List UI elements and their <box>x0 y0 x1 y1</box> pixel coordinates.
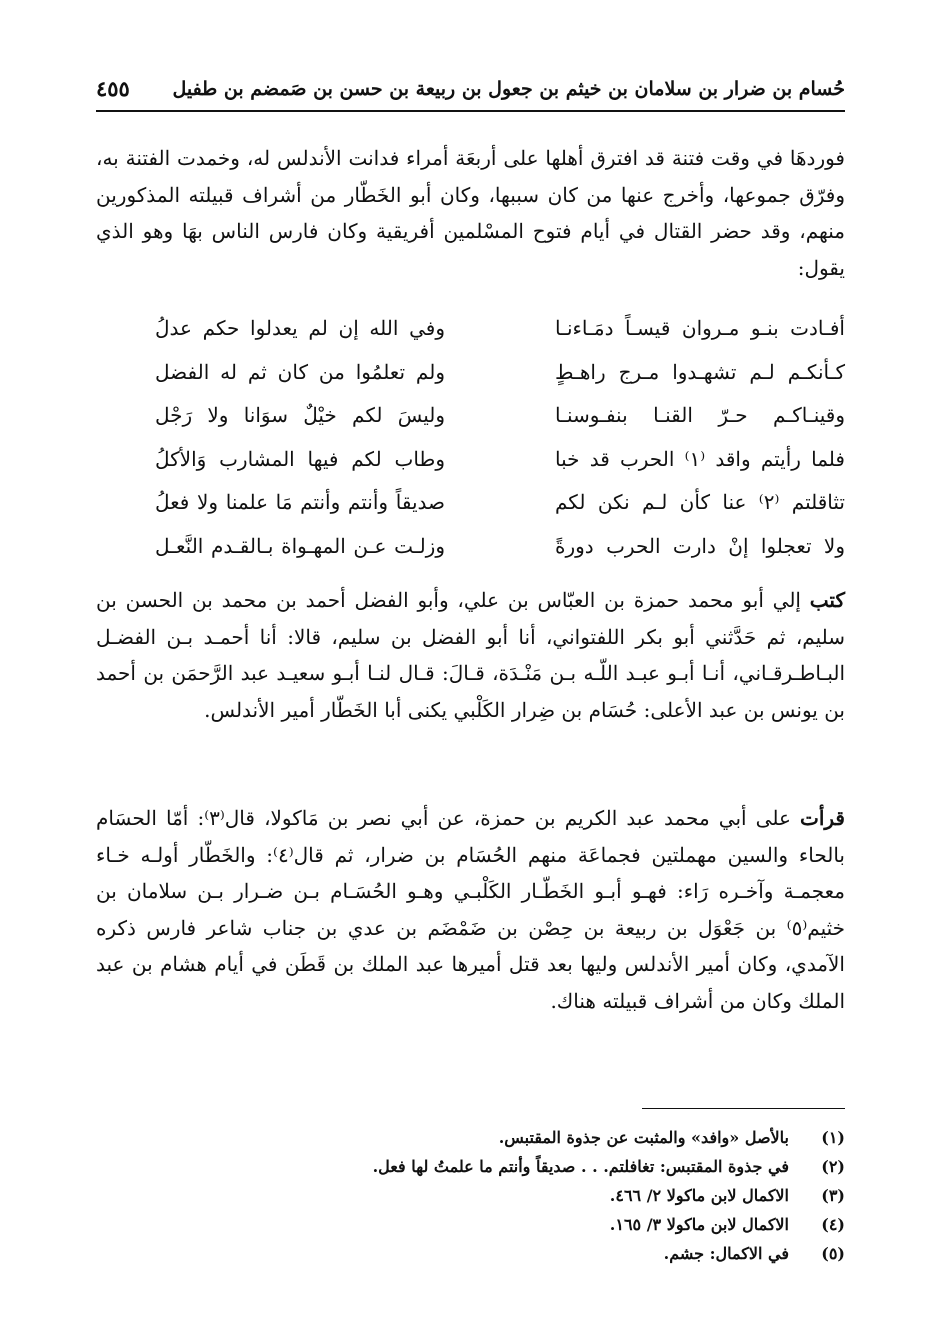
verse <box>96 447 845 491</box>
verse-first-hemistich: وقينـاكـم حـرّ القنـا بنفـوسنـا <box>555 403 845 427</box>
paragraph-2 <box>96 582 845 728</box>
footnote <box>96 1186 845 1215</box>
verse <box>96 316 845 360</box>
verse-first-hemistich: تثاقلتم ⁽٢⁾ عنا كأن لـم نكن لكم <box>555 490 845 514</box>
footnote-number: (١) <box>821 1128 845 1147</box>
footnote-number: (٥) <box>821 1244 845 1263</box>
verse-first-hemistich: ولا تعجلوا إنْ دارت الحرب دورةً <box>555 533 845 558</box>
paragraph-1: فوردهَا في وقت فتنة قد افترق أهلها على أربعَة أمراء فدانت الأندلس له، وخمدت الفتنة به، وفرّق جموعها، وأخرج عنها من كان سببها، وكان أبو الخَطّار من أشراف قبيلته المذكورين منهم، وقد حضر القتال في أيام فتوح المسْلمين أفريقية وكان فارس الناس بهَا وهو الذي يقول: <box>96 146 845 280</box>
verse-second-hemistich: وطاب لكم فيها المشارب وَالأكلُ <box>155 446 445 471</box>
verse-second-hemistich: صديقاً وأنتم وأنتم مَا علمنا ولا فعلُ <box>155 490 445 514</box>
paragraph-text: إلي أبو محمد حمزة بن العبّاس بن علي، وأبو الفضل أحمد بن محمد بن الحسن بن سليم، ثم حَدَّثني أبو بكر اللفتواني، أنا أبو الفضل بن سليم، قالا: أنا أحمـد بـن الفضـل البـاطـرقـاني، أنـا أبـو عبـد اللّـه بـن مَنْـدَة، قـالَ: قـال لنـا أبـو سعيـد عبد الرَّحمَن بن أحمد بن يونس بن عبد الأعلى: حُسَام بن ضِرار الكَلْبي يكنى أبا الخَطّار أمير الأندلس. <box>96 588 845 722</box>
verse-first-hemistich: أفـادت بنـو مـروان قيسـاً دمَـاءنـا <box>555 316 845 340</box>
footnote-text: الاكمال لابن ماكولا ٣/ ١٦٥. <box>609 1215 789 1234</box>
footnote-separator <box>642 1108 845 1109</box>
verse-second-hemistich: وفي الله إن لم يعدلوا حكم عدلُ <box>155 316 445 340</box>
book-page <box>96 70 845 1310</box>
footnote <box>96 1244 845 1273</box>
footnote-number: (٣) <box>821 1186 845 1205</box>
verse <box>96 403 845 447</box>
verse-second-hemistich: وزلـت عـن المهـواة بـالقـدم النَّعـل <box>155 533 445 558</box>
paragraph-text: على أبي محمد عبد الكريم بن حمزة، عن أبي نصر بن مَاكولا، قال⁽٣⁾: أمّا الحسَام بالحاء والسين مهملتين فجماعَة منهم الحُسَام بن ضرار، ثم قال⁽٤⁾: والخَطّار أولـه خـاء معجمـة وآخـره رَاء: فهـو أبـو الخَطّـار الكَلْبـي وهـو الحُسَـام بـن ضـرار بـن سلامان بن خثيم⁽٥⁾ بن جَعْوَل بن ربيعة بن حِصْن بن ضَمْضَم بن عدي بن جناب شاعر فارس ذكره الآمدي، وكان أمير الأندلس وليها بعد قتل أميرها عبد الملك بن قَطَن في أيام هشام بن عبد الملك وكان من أشراف قبيلته هناك. <box>96 806 845 1013</box>
verse-second-hemistich: ولم تعلمُوا من كان ثم له الفضل <box>155 359 445 384</box>
paragraph-lead-word: قرأت <box>800 806 845 830</box>
footnote-text: بالأصل «وافد» والمثبت عن جذوة المقتبس. <box>498 1128 789 1147</box>
header-rule <box>96 110 845 112</box>
page-number: ٤٥٥ <box>96 76 130 101</box>
verse-first-hemistich: كـأنكـم لـم تشهـدوا مـرج راهـطٍ <box>555 359 845 384</box>
footnote-number: (٢) <box>821 1157 845 1176</box>
footnotes <box>96 1128 845 1273</box>
poem <box>96 316 845 577</box>
verse-first-hemistich: فلما رأيتم واقد ⁽١⁾ الحرب قد خبا <box>555 446 845 471</box>
verse <box>96 490 845 534</box>
footnote <box>96 1128 845 1157</box>
footnote <box>96 1215 845 1244</box>
page-header <box>96 70 845 112</box>
footnote-text: في جذوة المقتبس: تغافلتم. . . صديقاً وأنتم ما علمتُ لها فعل. <box>372 1157 789 1176</box>
paragraph-lead-word: كتب <box>809 588 845 612</box>
footnote <box>96 1157 845 1186</box>
verse <box>96 534 845 578</box>
paragraph-3 <box>96 800 845 1019</box>
footnote-text: الاكمال لابن ماكولا ٢/ ٤٦٦. <box>609 1186 789 1205</box>
footnote-number: (٤) <box>821 1215 845 1234</box>
verse-second-hemistich: وليسَ لكم خيْلٌ سوَانا ولا رَجْل <box>155 403 445 427</box>
running-title: حُسام بن ضرار بن سلامان بن خيثم بن جعول بن ربيعة بن حسن بن صَمضم بن طفيل <box>172 78 845 100</box>
footnote-text: في الاكمال: جشم. <box>663 1244 789 1263</box>
verse <box>96 360 845 404</box>
